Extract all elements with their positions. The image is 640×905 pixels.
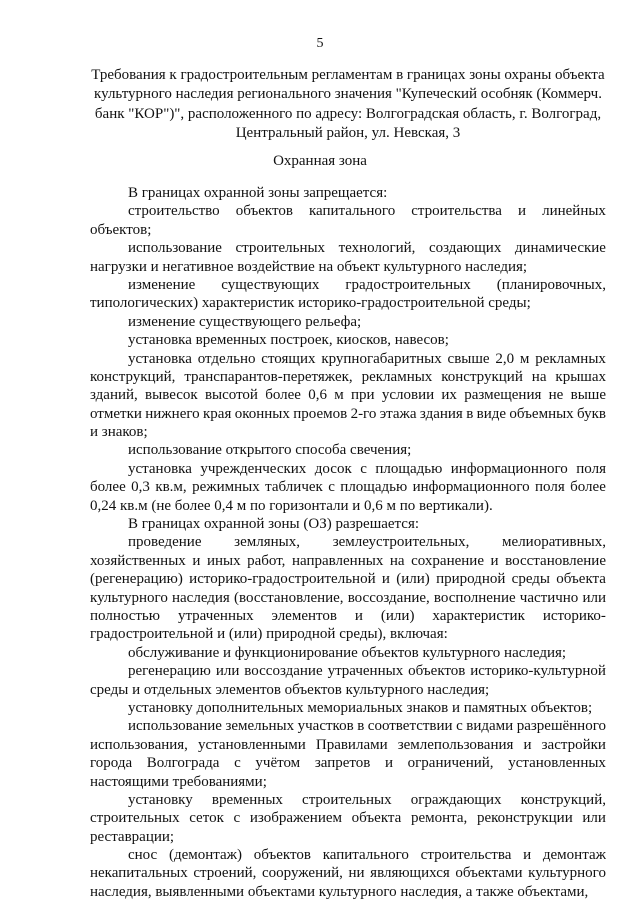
paragraph <box>90 184 606 202</box>
text-line: изменение существующего рельефа; <box>128 313 362 330</box>
text-line: использование открытого способа свечения; <box>128 442 412 459</box>
paragraph <box>90 331 606 349</box>
text-line: полностью утраченных элементов и (или) характеристик историко- <box>90 607 606 624</box>
text-line: В границах охранной зоны (ОЗ) разрешается: <box>128 516 420 533</box>
paragraph <box>90 441 606 459</box>
text-line: наследия, выявленными объектами культурного наследия, а также объектами, <box>90 883 589 900</box>
paragraph <box>90 276 606 313</box>
text-line: конструкций, транспарантов-перетяжек, рекламных конструкций на крышах <box>90 368 606 385</box>
text-line: среды и отдельных элементов объектов культурного наследия; <box>90 681 490 698</box>
title-line: банк "КОР")", расположенного по адресу: Волгоградская область, г. Волгоград, <box>94 105 602 122</box>
text-line: культурного наследия (восстановление, воссоздание, восполнение частично или <box>90 589 606 606</box>
paragraph <box>90 699 606 717</box>
paragraph <box>90 460 606 515</box>
paragraph <box>90 313 606 331</box>
document-body <box>90 184 606 901</box>
text-line: нагрузки и негативное воздействие на объект культурного наследия; <box>90 258 528 275</box>
text-line: снос (демонтаж) объектов капитального строительства и демонтаж <box>128 847 606 864</box>
text-line: изменение существующих градостроительных (планировочных, <box>128 276 606 293</box>
title-line: Центральный район, ул. Невская, 3 <box>235 124 461 141</box>
text-line: (регенерацию) историко-градостроительной и (или) природной среды объекта <box>90 571 606 588</box>
paragraph <box>90 662 606 699</box>
text-line: города Волгограда с учётом запретов и ограничений, установленных <box>90 755 606 772</box>
paragraph <box>90 202 606 239</box>
text-line: строительных сеток с изображением объекта ремонта, реконструкции или <box>90 810 606 827</box>
text-line: проведение земляных, землеустроительных, мелиоративных, <box>128 534 606 551</box>
text-line: В границах охранной зоны запрещается: <box>128 185 388 201</box>
paragraph <box>90 239 606 276</box>
document-title <box>90 66 606 143</box>
text-line: регенерацию или воссоздание утраченных объектов историко-культурной <box>128 663 606 680</box>
text-line: настоящими требованиями; <box>90 773 267 790</box>
text-line: установка временных построек, киосков, навесов; <box>128 332 449 349</box>
text-line: 0,24 кв.м (не более 0,4 м по горизонтали и 0,6 м по вертикали). <box>90 497 493 514</box>
text-line: установку временных строительных ограждающих конструкций, <box>128 791 606 808</box>
text-line: строительство объектов капитального строительства и линейных <box>128 203 606 220</box>
text-line: установка учрежденческих досок с площадью информационного поля <box>128 460 606 477</box>
paragraph <box>90 350 606 442</box>
paragraph <box>90 846 606 901</box>
text-line: использования, установленными Правилами землепользования и застройки <box>90 736 606 753</box>
text-line: зданий, вывесок высотой более 0,6 м при условии их размещения не выше <box>90 387 606 404</box>
text-line: хозяйственных и иных работ, направленных на сохранение и восстановление <box>90 552 606 569</box>
text-line: обслуживание и функционирование объектов культурного наследия; <box>128 644 567 661</box>
text-line: использование земельных участков в соответствии с видами разрешённого <box>128 718 606 735</box>
section-heading: Охранная зона <box>273 153 367 169</box>
text-line: некапитальных строений, сооружений, ни являющихся объектами культурного <box>90 865 606 882</box>
page-number: 5 <box>316 36 324 51</box>
text-line: градостроительной и (или) природной среды), включая: <box>90 626 448 643</box>
paragraph <box>90 515 606 533</box>
paragraph <box>90 533 606 643</box>
text-line: и знаков; <box>90 424 148 441</box>
paragraph <box>90 717 606 791</box>
text-line: объектов; <box>90 221 152 238</box>
title-line: Требования к градостроительным регламентам в границах зоны охраны объекта <box>91 67 605 83</box>
text-line: более 0,3 кв.м, режимных табличек с площадью информационного поля более <box>90 479 606 496</box>
paragraph <box>90 644 606 662</box>
text-line: отметки нижнего края оконных проемов 2-го этажа здания в виде объемных букв <box>90 405 606 422</box>
text-line: типологических) характеристик историко-градостроительной среды; <box>90 295 531 312</box>
text-line: использование строительных технологий, создающих динамические <box>128 240 606 257</box>
text-line: реставрации; <box>90 828 175 845</box>
text-line: установку дополнительных мемориальных знаков и памятных объектов; <box>128 699 593 716</box>
paragraph <box>90 791 606 846</box>
text-line: установка отдельно стоящих крупногабаритных свыше 2,0 м рекламных <box>128 350 606 367</box>
title-line: культурного наследия регионального значения "Купеческий особняк (Коммерч. <box>94 86 602 103</box>
